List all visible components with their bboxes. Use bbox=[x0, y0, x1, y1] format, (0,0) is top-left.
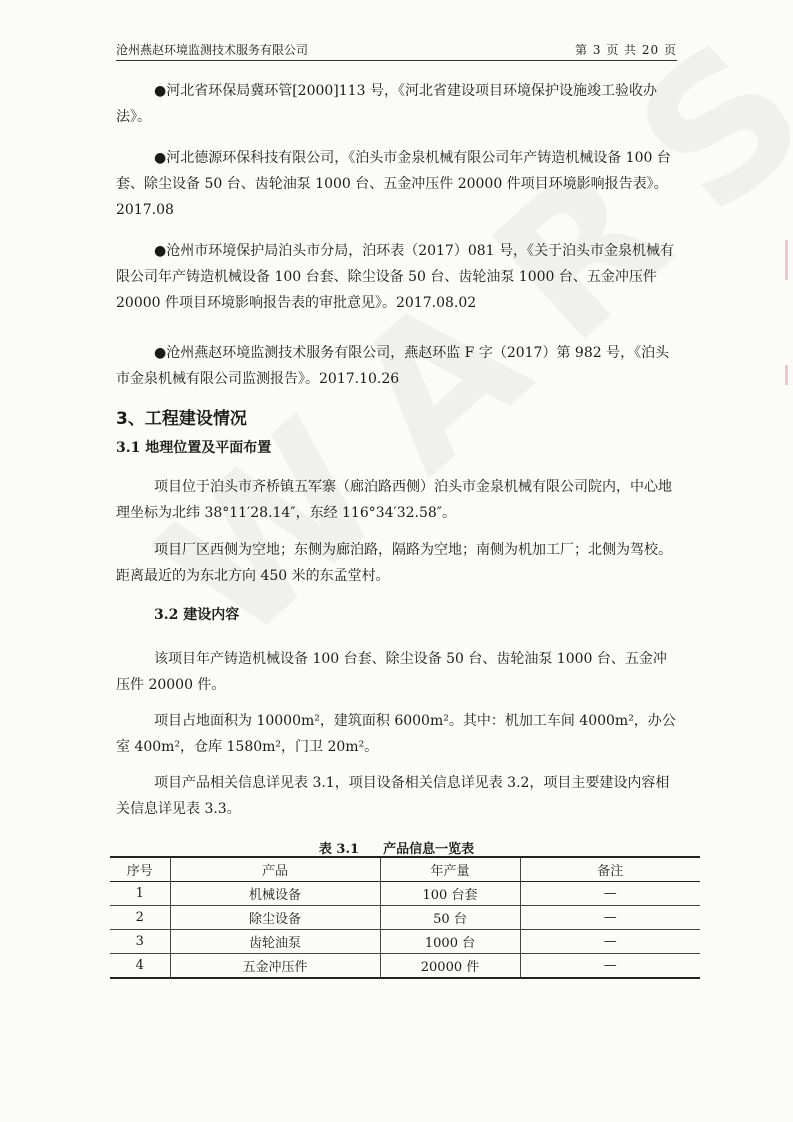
reference-item: ●沧州市环境保护局泊头市分局，泊环表（2017）081 号，《关于泊头市金泉机械有限公司年产铸造机械设备 100 台套、除尘设备 50 台、齿轮油泵 1000 台、五金冲压件 20000 件项目环境影响报告表的审批意见》。2017.08.02 bbox=[116, 243, 675, 311]
page-header bbox=[116, 40, 677, 61]
paragraph: 项目产品相关信息详见表 3.1，项目设备相关信息详见表 3.2，项目主要建设内容相关信息详见表 3.3。 bbox=[116, 775, 670, 817]
reference-item: ●河北德源环保科技有限公司，《泊头市金泉机械有限公司年产铸造机械设备 100 台套、除尘设备 50 台、齿轮油泵 1000 台、五金冲压件 20000 件项目环境影响报告表》。2017.08 bbox=[116, 150, 671, 218]
table-row bbox=[110, 930, 700, 954]
table-cell: 齿轮油泵 bbox=[170, 930, 380, 954]
table-cell: — bbox=[520, 882, 700, 906]
page-number: 第 3 页 共 20 页 bbox=[575, 43, 677, 57]
subsection-heading: 3.2 建设内容 bbox=[154, 607, 240, 623]
table-cell: 50 台 bbox=[380, 906, 520, 930]
table-caption bbox=[0, 838, 793, 857]
table-cell: 20000 件 bbox=[380, 954, 520, 979]
section-heading: 3、工程建设情况 bbox=[116, 409, 247, 429]
header-cell: 备注 bbox=[520, 857, 700, 882]
table-cell: — bbox=[520, 930, 700, 954]
product-table bbox=[110, 856, 700, 979]
company-name: 沧州燕赵环境监测技术服务有限公司 bbox=[116, 43, 309, 57]
table-cell: — bbox=[520, 954, 700, 979]
table-cell: 2 bbox=[110, 906, 170, 930]
scan-mark bbox=[785, 240, 788, 280]
table-cell: 4 bbox=[110, 954, 170, 979]
scan-mark bbox=[785, 365, 788, 385]
table-cell: 100 台套 bbox=[380, 882, 520, 906]
table-cell: 五金冲压件 bbox=[170, 954, 380, 979]
table-cell: 机械设备 bbox=[170, 882, 380, 906]
paragraph: 项目占地面积为 10000m²，建筑面积 6000m²。其中：机加工车间 4000m²，办公室 400m²，仓库 1580m²，门卫 20m²。 bbox=[116, 713, 676, 755]
table-cell: 1 bbox=[110, 882, 170, 906]
table-caption-title: 产品信息一览表 bbox=[383, 842, 475, 857]
paragraph: 项目位于泊头市齐桥镇五军寨（廊泊路西侧）泊头市金泉机械有限公司院内，中心地理坐标为北纬 38°11′28.14″，东经 116°34′32.58″。 bbox=[116, 479, 672, 521]
table-cell: 3 bbox=[110, 930, 170, 954]
table-header-row bbox=[110, 857, 700, 882]
table-row bbox=[110, 906, 700, 930]
reference-item: ●沧州燕赵环境监测技术服务有限公司，燕赵环监 F 字（2017）第 982 号，《泊头市金泉机械有限公司监测报告》。2017.10.26 bbox=[116, 345, 670, 387]
paragraph: 该项目年产铸造机械设备 100 台套、除尘设备 50 台、齿轮油泵 1000 台、五金冲压件 20000 件。 bbox=[116, 651, 667, 693]
table-cell: 1000 台 bbox=[380, 930, 520, 954]
header-cell: 产品 bbox=[170, 857, 380, 882]
table-row bbox=[110, 882, 700, 906]
subsection-heading: 3.1 地理位置及平面布置 bbox=[116, 440, 272, 456]
header-cell: 年产量 bbox=[380, 857, 520, 882]
header-cell: 序号 bbox=[110, 857, 170, 882]
table-cell: — bbox=[520, 906, 700, 930]
reference-item: ●河北省环保局冀环管[2000]113 号，《河北省建设项目环境保护设施竣工验收办法》。 bbox=[116, 83, 657, 125]
table-row bbox=[110, 954, 700, 979]
paragraph: 项目厂区西侧为空地；东侧为廊泊路，隔路为空地；南侧为机加工厂；北侧为驾校。距离最近的为东北方向 450 米的东孟堂村。 bbox=[116, 542, 672, 584]
table-caption-number: 表 3.1 bbox=[318, 842, 360, 857]
table-cell: 除尘设备 bbox=[170, 906, 380, 930]
